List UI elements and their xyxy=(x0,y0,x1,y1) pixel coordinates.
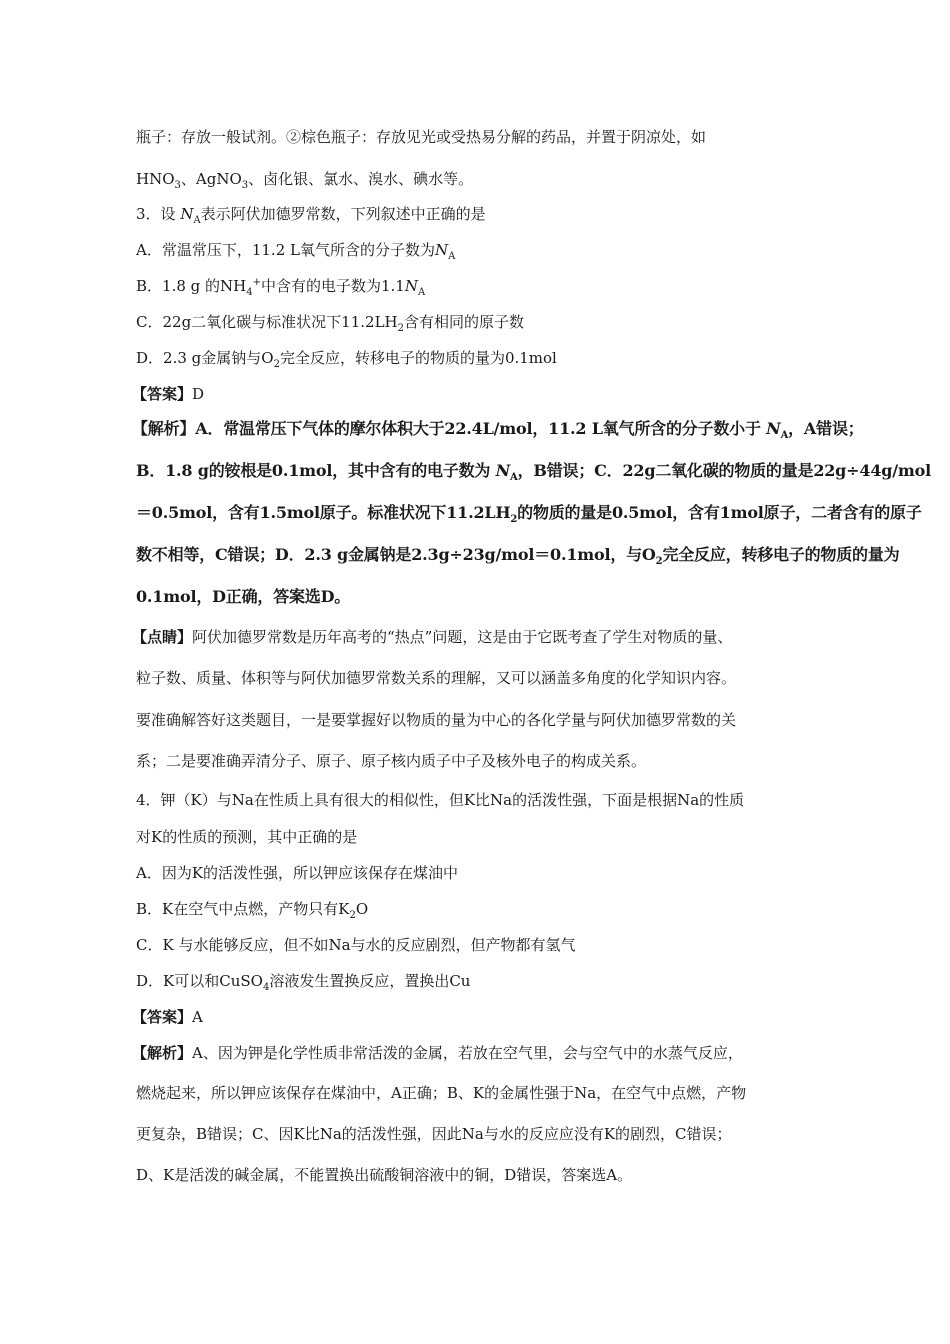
line-text: C．22g二氧化碳与标准状况下11.2LH xyxy=(136,313,398,331)
subscript: A xyxy=(417,287,426,298)
explanation-line xyxy=(136,586,350,608)
line-text: B．1.8 g的铵根是0.1mol，其中含有的电子数为 xyxy=(136,461,496,480)
line-text: B．K在空气中点燃，产物只有K xyxy=(136,900,350,918)
answer-value: D xyxy=(192,385,205,403)
line-text: A．常温常压下气体的摩尔体积大于22.4L/mol，11.2 L氧气所含的分子数小于 xyxy=(195,419,767,438)
subscript: 2 xyxy=(510,514,518,526)
subscript: 2 xyxy=(655,556,663,568)
subscript: A xyxy=(448,251,456,262)
text-line xyxy=(136,826,357,848)
option-a xyxy=(136,862,458,884)
line-text: O xyxy=(355,900,369,918)
line-text: 对K的性质的预测，其中正确的是 xyxy=(136,828,358,846)
answer-value: A xyxy=(192,1008,203,1026)
text-line xyxy=(136,667,736,689)
question-stem xyxy=(136,789,744,811)
line-text: 、卤化银、氯水、溴水、碘水等。 xyxy=(248,170,474,188)
line-text: A．因为K的活泼性强，所以钾应该保存在煤油中 xyxy=(136,864,459,882)
subscript: A xyxy=(780,430,789,442)
explanation-line xyxy=(136,1164,632,1186)
line-text: B．1.8 g 的NH xyxy=(136,277,247,295)
line-text: 瓶子：存放一般试剂。②棕色瓶子：存放见光或受热易分解的药品，并置于阴凉处，如 xyxy=(136,128,707,146)
line-text: ，A错误； xyxy=(788,419,864,438)
explanation-line xyxy=(136,1123,732,1145)
line-text: 中含有的电子数为1.1 xyxy=(261,277,405,295)
note-label: 【点睛】 xyxy=(132,628,193,646)
line-text: 溶液发生置换反应，置换出Cu xyxy=(269,972,471,990)
line-text: 3．设 xyxy=(136,205,181,223)
option-c xyxy=(136,934,576,956)
line-text: 0.1mol，D正确，答案选D。 xyxy=(136,587,351,606)
line-text: D、K是活泼的碱金属，不能置换出硫酸铜溶液中的铜，D错误，答案选A。 xyxy=(136,1166,633,1184)
avogadro-symbol: N xyxy=(434,241,449,259)
answer-line xyxy=(132,383,204,405)
line-text: D．2.3 g金属钠与O xyxy=(136,349,274,367)
line-text: HNO xyxy=(136,170,175,188)
subscript: 3 xyxy=(241,180,249,191)
avogadro-symbol: N xyxy=(495,461,511,480)
option-b xyxy=(136,898,368,920)
subscript: A xyxy=(193,215,201,226)
line-text: C．K 与水能够反应，但不如Na与水的反应剧烈，但产物都有氢气 xyxy=(136,936,576,954)
avogadro-symbol: N xyxy=(766,419,781,438)
explanation-line xyxy=(132,418,864,440)
explanation-line xyxy=(136,1082,746,1104)
avogadro-symbol: N xyxy=(404,277,418,295)
line-text: 要准确解答好这类题目，一是要掌握好以物质的量为中心的各化学量与阿伏加德罗常数的关 xyxy=(136,711,737,729)
line-text: 、AgNO xyxy=(180,170,242,188)
subscript: 2 xyxy=(273,359,280,370)
line-text: 数不相等，C错误；D．2.3 g金属钠是2.3g÷23g/mol＝0.1mol，与O xyxy=(136,545,656,564)
line-text: D．K可以和CuSO xyxy=(136,972,263,990)
line-text: A、因为钾是化学性质非常活泼的金属，若放在空气里，会与空气中的水蒸气反应， xyxy=(192,1044,743,1062)
explanation-line xyxy=(136,544,899,566)
answer-line xyxy=(132,1006,203,1028)
text-line xyxy=(136,126,706,148)
option-c xyxy=(136,311,524,333)
option-d xyxy=(136,970,470,992)
subscript: 2 xyxy=(397,323,404,334)
line-text: 完全反应，转移电子的物质的量为0.1mol xyxy=(279,349,557,367)
answer-label: 【答案】 xyxy=(132,1008,193,1026)
line-text: 粒子数、质量、体积等与阿伏加德罗常数关系的理解，又可以涵盖多角度的化学知识内容。 xyxy=(136,669,737,687)
text-line xyxy=(136,750,646,772)
subscript: 2 xyxy=(349,910,356,921)
subscript: 3 xyxy=(174,180,181,191)
text-line xyxy=(136,709,736,731)
question-stem xyxy=(136,203,486,225)
subscript: A xyxy=(510,472,518,484)
answer-label: 【答案】 xyxy=(132,385,193,403)
avogadro-symbol: N xyxy=(180,205,194,223)
line-text: 阿伏加德罗常数是历年高考的“热点”问题，这是由于它既考查了学生对物质的量、 xyxy=(192,628,733,646)
explanation-line xyxy=(136,460,931,482)
superscript: + xyxy=(252,277,261,288)
line-text: 燃烧起来，所以钾应该保存在煤油中，A正确；B、K的金属性强于Na，在空气中点燃，产物 xyxy=(136,1084,747,1102)
line-text: ，B错误；C．22g二氧化碳的物质的量是22g÷44g/mol xyxy=(517,461,931,480)
option-b xyxy=(136,275,425,297)
line-text: 完全反应，转移电子的物质的量为 xyxy=(662,545,900,564)
option-a xyxy=(136,239,455,261)
subscript: 4 xyxy=(246,287,253,298)
line-text: 的物质的量是0.5mol，含有1mol原子，二者含有的原子 xyxy=(517,503,922,522)
option-d xyxy=(136,347,557,369)
line-text: ＝0.5mol，含有1.5mol原子。标准状况下11.2LH xyxy=(136,503,511,522)
explanation-label: 【解析】 xyxy=(132,419,196,438)
line-text: 更复杂，B错误；C、因K比Na的活泼性强，因此Na与水的反应应没有K的剧烈，C错误； xyxy=(136,1125,732,1143)
subscript: 4 xyxy=(262,982,270,993)
line-text: 系；二是要准确弄清分子、原子、原子核内质子中子及核外电子的构成关系。 xyxy=(136,752,647,770)
line-text: 含有相同的原子数 xyxy=(403,313,524,331)
explanation-line xyxy=(132,1042,743,1064)
explanation-label: 【解析】 xyxy=(132,1044,193,1062)
note-line xyxy=(132,626,732,648)
explanation-line xyxy=(136,502,922,524)
line-text: 表示阿伏加德罗常数，下列叙述中正确的是 xyxy=(200,205,486,223)
line-text: A．常温常压下，11.2 L氧气所含的分子数为 xyxy=(136,241,435,259)
line-text: 4．钾（K）与Na在性质上具有很大的相似性，但K比Na的活泼性强，下面是根据Na的性质 xyxy=(136,791,745,809)
text-line xyxy=(136,168,473,190)
